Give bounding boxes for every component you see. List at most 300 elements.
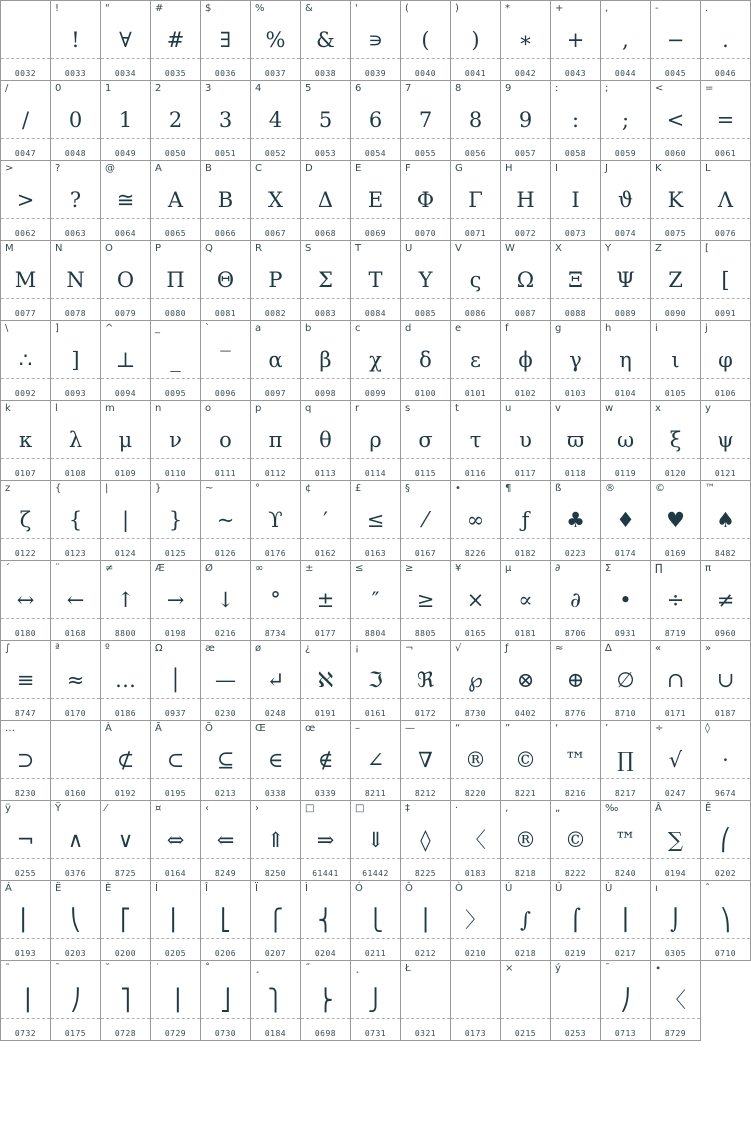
glyph-cell[interactable] (100, 880, 151, 961)
glyph-cell[interactable] (550, 960, 601, 1041)
glyph-cell[interactable] (450, 0, 501, 81)
glyph-cell[interactable] (650, 640, 701, 721)
cell-divider (701, 218, 750, 219)
glyph-cell[interactable] (250, 880, 301, 961)
glyph-cell[interactable] (50, 0, 101, 81)
glyph-cell[interactable] (450, 400, 501, 481)
glyph-cell[interactable] (450, 240, 501, 321)
glyph-cell[interactable] (600, 240, 651, 321)
cell-divider (51, 138, 100, 139)
glyph-cell[interactable] (50, 400, 101, 481)
glyph-cell[interactable] (450, 880, 501, 961)
glyph-cell[interactable] (550, 800, 601, 881)
glyph-cell[interactable] (250, 720, 301, 801)
glyph-cell[interactable] (300, 480, 351, 561)
glyph-cell[interactable] (500, 880, 551, 961)
cell-divider (201, 138, 250, 139)
glyph-cell[interactable] (100, 640, 151, 721)
glyph-cell[interactable] (200, 640, 251, 721)
glyph-cell[interactable] (100, 240, 151, 321)
glyph-cell[interactable] (600, 480, 651, 561)
glyph-cell[interactable] (50, 160, 101, 241)
glyph-cell[interactable] (300, 80, 351, 161)
char-code: 0216 (214, 629, 237, 638)
glyph-cell[interactable] (500, 160, 551, 241)
glyph-cell[interactable] (450, 320, 501, 401)
glyph-cell[interactable] (650, 880, 701, 961)
glyph-cell[interactable] (550, 880, 601, 961)
glyph-cell[interactable] (600, 320, 651, 401)
glyph-cell[interactable] (250, 320, 301, 401)
char-code: 0125 (164, 549, 187, 558)
glyph-cell[interactable] (400, 320, 451, 401)
glyph-cell[interactable] (300, 400, 351, 481)
glyph-cell[interactable] (700, 80, 751, 161)
cell-divider (601, 618, 650, 619)
key-label: ¥ (455, 563, 462, 574)
glyph-cell[interactable] (650, 800, 701, 881)
cell-divider (551, 778, 600, 779)
glyph-cell[interactable] (200, 240, 251, 321)
glyph-preview: Τ (368, 268, 383, 292)
glyph-cell[interactable] (300, 560, 351, 641)
glyph-cell[interactable] (150, 880, 201, 961)
glyph-cell[interactable] (100, 480, 151, 561)
glyph-cell[interactable] (200, 80, 251, 161)
glyph-cell[interactable] (200, 720, 251, 801)
glyph-cell[interactable] (250, 400, 301, 481)
key-label: j (705, 323, 708, 334)
glyph-cell[interactable] (250, 240, 301, 321)
glyph-preview: ⎨ (317, 908, 334, 932)
glyph-cell[interactable] (150, 240, 201, 321)
glyph-cell[interactable] (350, 560, 401, 641)
glyph-cell[interactable] (650, 400, 701, 481)
glyph-cell[interactable] (700, 160, 751, 241)
glyph-cell[interactable] (600, 720, 651, 801)
glyph-preview: 1 (118, 108, 133, 132)
glyph-cell[interactable] (650, 240, 701, 321)
glyph-cell[interactable] (500, 960, 551, 1041)
cell-divider (351, 938, 400, 939)
glyph-cell[interactable] (350, 80, 401, 161)
cell-divider (251, 58, 300, 59)
key-label: 4 (255, 83, 262, 94)
glyph-cell[interactable] (600, 640, 651, 721)
char-code: 0086 (464, 309, 487, 318)
char-code: 0937 (164, 709, 187, 718)
char-code: 0116 (464, 469, 487, 478)
glyph-cell[interactable] (350, 160, 401, 241)
char-code: 0160 (64, 789, 87, 798)
glyph-cell[interactable] (50, 480, 101, 561)
glyph-cell[interactable] (300, 640, 351, 721)
glyph-preview: ⎩ (367, 908, 384, 932)
glyph-cell[interactable] (0, 320, 51, 401)
glyph-cell[interactable] (0, 960, 51, 1041)
glyph-cell[interactable] (500, 640, 551, 721)
glyph-cell[interactable] (500, 80, 551, 161)
glyph-cell[interactable] (150, 400, 201, 481)
glyph-cell[interactable] (350, 400, 401, 481)
glyph-preview: ≅ (116, 188, 135, 212)
glyph-cell[interactable] (150, 80, 201, 161)
glyph-cell[interactable] (350, 800, 401, 881)
char-code: 8800 (114, 629, 137, 638)
glyph-cell[interactable] (0, 800, 51, 881)
glyph-cell[interactable] (550, 480, 601, 561)
glyph-cell[interactable] (450, 80, 501, 161)
key-label: v (555, 403, 561, 414)
glyph-cell[interactable] (700, 240, 751, 321)
glyph-cell[interactable] (350, 960, 401, 1041)
glyph-cell[interactable] (400, 0, 451, 81)
cell-divider (101, 538, 150, 539)
cell-divider (451, 218, 500, 219)
glyph-preview: ƒ (521, 508, 530, 532)
glyph-cell[interactable] (300, 960, 351, 1041)
glyph-cell[interactable] (400, 880, 451, 961)
glyph-cell[interactable] (0, 400, 51, 481)
glyph-cell[interactable] (150, 960, 201, 1041)
cell-divider (451, 1018, 500, 1019)
glyph-cell[interactable] (350, 0, 401, 81)
cell-divider (401, 58, 450, 59)
cell-divider (201, 778, 250, 779)
glyph-cell[interactable] (650, 0, 701, 81)
key-label: ¬ (405, 643, 414, 654)
glyph-cell[interactable] (450, 800, 501, 881)
glyph-cell[interactable] (150, 720, 201, 801)
glyph-cell[interactable] (150, 800, 201, 881)
glyph-cell[interactable] (250, 80, 301, 161)
glyph-cell[interactable] (250, 160, 301, 241)
glyph-cell[interactable] (0, 560, 51, 641)
glyph-preview: ⊃ (16, 748, 35, 772)
glyph-cell[interactable] (100, 0, 151, 81)
glyph-cell[interactable] (50, 640, 101, 721)
glyph-cell[interactable] (200, 0, 251, 81)
cell-divider (401, 618, 450, 619)
cell-divider (151, 138, 200, 139)
glyph-cell[interactable] (450, 640, 501, 721)
glyph-cell[interactable] (200, 560, 251, 641)
cell-divider (1, 858, 50, 859)
char-code: 0060 (664, 149, 687, 158)
char-code: 61442 (362, 869, 389, 878)
glyph-cell[interactable] (700, 880, 751, 961)
cell-divider (451, 298, 500, 299)
glyph-cell[interactable] (700, 720, 751, 801)
glyph-cell[interactable] (150, 560, 201, 641)
glyph-cell[interactable] (0, 880, 51, 961)
glyph-cell[interactable] (100, 960, 151, 1041)
glyph-cell[interactable] (500, 800, 551, 881)
glyph-cell[interactable] (550, 400, 601, 481)
glyph-cell[interactable] (50, 80, 101, 161)
glyph-cell[interactable] (200, 880, 251, 961)
glyph-cell[interactable] (700, 800, 751, 881)
glyph-cell[interactable] (600, 160, 651, 241)
key-label: Â (655, 803, 662, 814)
glyph-cell[interactable] (450, 720, 501, 801)
glyph-cell[interactable] (0, 720, 51, 801)
glyph-cell[interactable] (250, 560, 301, 641)
glyph-cell[interactable] (300, 720, 351, 801)
glyph-cell[interactable] (550, 160, 601, 241)
glyph-cell[interactable] (50, 320, 101, 401)
glyph-cell[interactable] (450, 560, 501, 641)
glyph-cell[interactable] (350, 640, 401, 721)
cell-divider (601, 858, 650, 859)
cell-divider (551, 538, 600, 539)
glyph-cell[interactable] (600, 560, 651, 641)
glyph-cell[interactable] (600, 400, 651, 481)
glyph-cell[interactable] (250, 0, 301, 81)
glyph-cell[interactable] (100, 320, 151, 401)
char-code: 0117 (514, 469, 537, 478)
glyph-preview: ! (71, 28, 80, 52)
glyph-preview: − (666, 28, 685, 52)
char-code: 0121 (714, 469, 737, 478)
glyph-cell[interactable] (550, 640, 601, 721)
cell-divider (251, 538, 300, 539)
glyph-cell[interactable] (350, 320, 401, 401)
glyph-cell[interactable] (400, 80, 451, 161)
glyph-cell[interactable] (200, 160, 251, 241)
key-label: È (105, 883, 112, 894)
glyph-cell[interactable] (400, 480, 451, 561)
key-label: ˝ (305, 963, 310, 974)
glyph-cell[interactable] (500, 400, 551, 481)
glyph-cell[interactable] (350, 720, 401, 801)
char-code: 0217 (614, 949, 637, 958)
glyph-cell[interactable] (550, 240, 601, 321)
cell-divider (601, 58, 650, 59)
glyph-preview: Ο (116, 268, 135, 292)
glyph-cell[interactable] (650, 720, 701, 801)
glyph-cell[interactable] (300, 880, 351, 961)
glyph-cell[interactable] (250, 800, 301, 881)
char-code: 0732 (14, 1029, 37, 1038)
glyph-cell[interactable] (650, 960, 701, 1041)
glyph-cell[interactable] (300, 240, 351, 321)
glyph-cell[interactable] (550, 320, 601, 401)
cell-divider (1, 138, 50, 139)
glyph-cell[interactable] (550, 560, 601, 641)
key-label: c (355, 323, 361, 334)
glyph-cell[interactable] (200, 960, 251, 1041)
glyph-cell[interactable] (100, 720, 151, 801)
glyph-cell[interactable] (350, 240, 401, 321)
glyph-cell[interactable] (450, 960, 501, 1041)
glyph-cell[interactable] (400, 960, 451, 1041)
char-code: 0112 (264, 469, 287, 478)
glyph-cell[interactable] (400, 720, 451, 801)
key-label: D (305, 163, 313, 174)
glyph-cell[interactable] (400, 800, 451, 881)
glyph-cell[interactable] (50, 880, 101, 961)
glyph-cell[interactable] (650, 80, 701, 161)
glyph-cell[interactable] (500, 720, 551, 801)
glyph-preview: ϖ (566, 428, 585, 452)
glyph-preview: ε (470, 348, 481, 372)
glyph-cell[interactable] (650, 560, 701, 641)
glyph-cell[interactable] (0, 0, 51, 81)
glyph-cell[interactable] (100, 560, 151, 641)
glyph-cell[interactable] (400, 400, 451, 481)
glyph-cell[interactable] (50, 800, 101, 881)
glyph-preview: ° (270, 588, 281, 612)
key-label: b (305, 323, 312, 334)
glyph-cell[interactable] (650, 480, 701, 561)
glyph-cell[interactable] (300, 160, 351, 241)
glyph-cell[interactable] (300, 0, 351, 81)
char-code: 0043 (564, 69, 587, 78)
glyph-cell[interactable] (600, 0, 651, 81)
glyph-cell[interactable] (550, 0, 601, 81)
key-label: Æ (155, 563, 165, 574)
glyph-cell[interactable] (200, 480, 251, 561)
glyph-cell[interactable] (400, 160, 451, 241)
glyph-cell[interactable] (50, 560, 101, 641)
glyph-cell[interactable] (150, 160, 201, 241)
glyph-cell[interactable] (450, 160, 501, 241)
glyph-cell[interactable] (550, 720, 601, 801)
key-label: • (455, 483, 461, 494)
cell-divider (201, 618, 250, 619)
char-code: 0079 (114, 309, 137, 318)
key-label: 6 (355, 83, 362, 94)
glyph-cell[interactable] (50, 720, 101, 801)
char-code: 0187 (714, 709, 737, 718)
cell-divider (51, 298, 100, 299)
glyph-cell[interactable] (650, 160, 701, 241)
glyph-preview: ≡ (16, 668, 35, 692)
glyph-cell[interactable] (400, 640, 451, 721)
char-code: 0122 (14, 549, 37, 558)
glyph-cell[interactable] (50, 240, 101, 321)
glyph-cell[interactable] (400, 240, 451, 321)
char-code: 0053 (314, 149, 337, 158)
key-label: l (55, 403, 58, 414)
char-code: 9674 (714, 789, 737, 798)
glyph-cell[interactable] (400, 560, 451, 641)
glyph-cell[interactable] (350, 480, 401, 561)
glyph-cell[interactable] (0, 640, 51, 721)
glyph-preview: ® (465, 748, 486, 772)
glyph-preview (501, 981, 550, 1019)
glyph-cell[interactable] (0, 80, 51, 161)
glyph-cell[interactable] (450, 480, 501, 561)
key-label: # (155, 3, 164, 14)
glyph-cell[interactable] (300, 320, 351, 401)
cell-divider (601, 538, 650, 539)
glyph-preview: ⎤ (120, 988, 131, 1012)
key-label: Ì (305, 883, 308, 894)
glyph-cell[interactable] (700, 320, 751, 401)
glyph-cell[interactable] (500, 0, 551, 81)
glyph-cell[interactable] (150, 0, 201, 81)
glyph-cell[interactable] (500, 320, 551, 401)
cell-divider (501, 858, 550, 859)
glyph-cell[interactable] (150, 480, 201, 561)
glyph-cell[interactable] (300, 800, 351, 881)
glyph-cell[interactable] (500, 560, 551, 641)
cell-divider (551, 698, 600, 699)
glyph-cell[interactable] (600, 80, 651, 161)
glyph-cell[interactable] (350, 880, 401, 961)
key-label: ¸ (255, 963, 260, 974)
glyph-cell[interactable] (0, 160, 51, 241)
glyph-cell[interactable] (500, 480, 551, 561)
glyph-preview: ∃ (219, 28, 232, 52)
char-code: 0175 (64, 1029, 87, 1038)
cell-divider (351, 1018, 400, 1019)
glyph-cell[interactable] (700, 0, 751, 81)
glyph-cell[interactable] (600, 800, 651, 881)
key-label: ± (305, 563, 314, 574)
glyph-cell[interactable] (700, 480, 751, 561)
glyph-preview: 7 (418, 108, 433, 132)
glyph-cell[interactable] (0, 480, 51, 561)
glyph-cell[interactable] (550, 80, 601, 161)
glyph-cell[interactable] (150, 640, 201, 721)
cell-divider (501, 538, 550, 539)
cell-divider (601, 138, 650, 139)
char-code: 0163 (364, 549, 387, 558)
glyph-preview: Ρ (268, 268, 283, 292)
glyph-cell[interactable] (700, 640, 751, 721)
glyph-cell[interactable] (100, 80, 151, 161)
glyph-preview: 2 (168, 108, 183, 132)
glyph-cell[interactable] (700, 560, 751, 641)
glyph-cell[interactable] (200, 320, 251, 401)
cell-divider (51, 378, 100, 379)
glyph-cell[interactable] (250, 960, 301, 1041)
glyph-cell[interactable] (100, 800, 151, 881)
cell-divider (501, 698, 550, 699)
glyph-cell[interactable] (0, 240, 51, 321)
glyph-cell[interactable] (100, 400, 151, 481)
char-code: 0120 (664, 469, 687, 478)
glyph-preview: & (316, 28, 335, 52)
glyph-cell[interactable] (600, 960, 651, 1041)
cell-divider (201, 538, 250, 539)
glyph-cell[interactable] (200, 400, 251, 481)
char-code: 0171 (664, 709, 687, 718)
cell-divider (1, 458, 50, 459)
cell-divider (101, 298, 150, 299)
key-label: J (605, 163, 608, 174)
glyph-cell[interactable] (250, 480, 301, 561)
char-code: 8218 (514, 869, 537, 878)
char-code: 0729 (164, 1029, 187, 1038)
glyph-cell[interactable] (50, 960, 101, 1041)
glyph-cell[interactable] (200, 800, 251, 881)
glyph-cell[interactable] (100, 160, 151, 241)
char-code: 0167 (414, 549, 437, 558)
glyph-cell[interactable] (500, 240, 551, 321)
glyph-preview: : (571, 108, 580, 132)
char-code: 0211 (364, 949, 387, 958)
glyph-cell[interactable] (700, 400, 751, 481)
glyph-cell[interactable] (650, 320, 701, 401)
glyph-cell[interactable] (600, 880, 651, 961)
glyph-preview: ϑ (617, 188, 633, 212)
glyph-cell[interactable] (150, 320, 201, 401)
glyph-cell[interactable] (250, 640, 301, 721)
